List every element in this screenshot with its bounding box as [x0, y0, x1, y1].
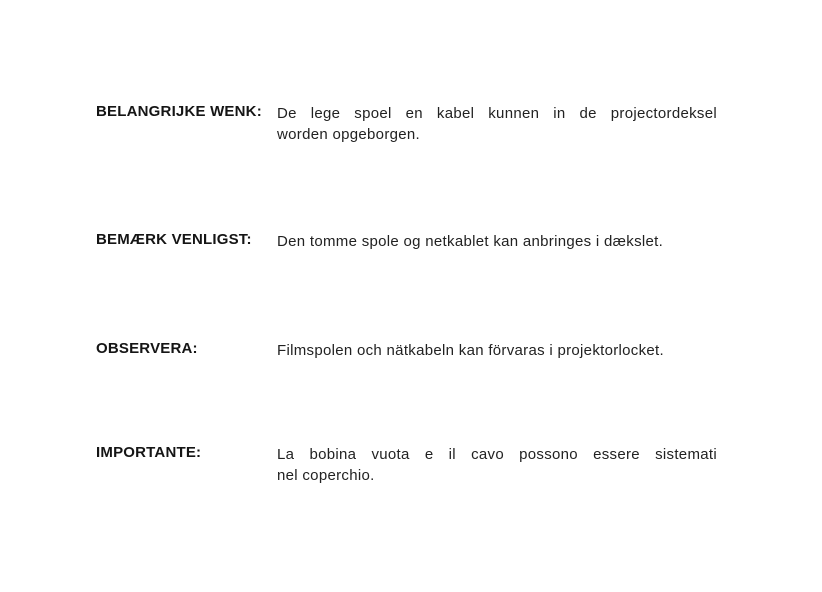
- note-text-line: Filmspolen och nätkabeln kan förvaras i projektorlocket.: [277, 342, 664, 359]
- note-text: [277, 444, 717, 486]
- note-label: OBSERVERA:: [96, 340, 198, 357]
- note-text: [277, 231, 717, 252]
- note-text-line: La bobina vuota e il cavo possono essere sistemati: [277, 446, 717, 463]
- note-label: BELANGRIJKE WENK:: [96, 103, 262, 120]
- note-text-line: nel coperchio.: [277, 467, 375, 484]
- note-text-line: worden opgeborgen.: [277, 126, 421, 143]
- note-text: [277, 103, 717, 145]
- note-text-line: De lege spoel en kabel kunnen in de projectordeksel: [277, 105, 717, 122]
- note-text: [277, 340, 717, 361]
- note-label: BEMÆRK VENLIGST:: [96, 231, 252, 248]
- note-label: IMPORTANTE:: [96, 444, 202, 461]
- note-text-line: Den tomme spole og netkablet kan anbringes i dækslet.: [277, 233, 664, 250]
